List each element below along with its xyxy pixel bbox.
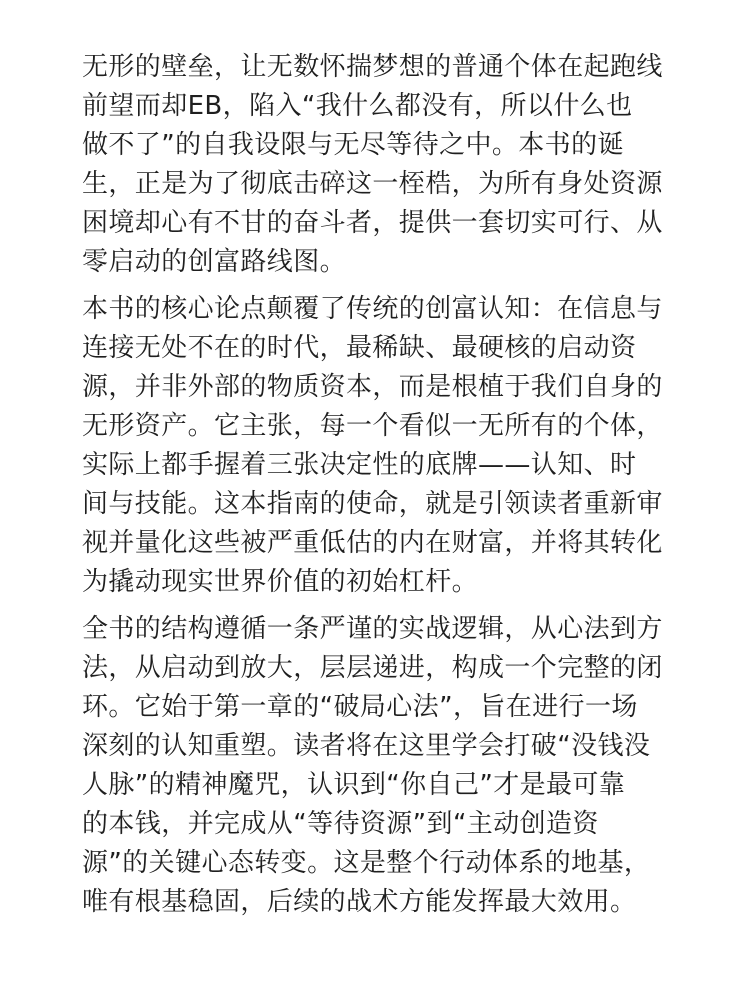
text-line: 源”的关键心态转变。这是整个行动体系的地基， — [82, 848, 651, 878]
text-line: 全书的结构遵循一条严谨的实战逻辑，从心法到方 — [82, 614, 663, 644]
text-line: 本书的核心论点颠覆了传统的创富认知：在信息与 — [82, 294, 663, 324]
text-line: 无形资产。它主张，每一个看似一无所有的个体， — [82, 411, 663, 441]
text-line: 零启动的创富路线图。 — [82, 247, 347, 277]
text-line: 法，从启动到放大，层层递进，构成一个完整的闭 — [82, 653, 663, 683]
paragraph-1 — [82, 48, 720, 282]
text-line: 连接无处不在的时代，最稀缺、最硬核的启动资 — [82, 333, 637, 363]
text-line: 无形的壁垒，让无数怀揣梦想的普通个体在起跑线 — [82, 52, 663, 82]
text-line: 实际上都手握着三张决定性的底牌——认知、时 — [82, 450, 637, 480]
text-line: 前望而却EB，陷入“我什么都没有，所以什么也 — [82, 91, 633, 121]
text-line: 源，并非外部的物质资本，而是根植于我们自身的 — [82, 372, 663, 402]
text-line: 的本钱，并完成从“等待资源”到“主动创造资 — [82, 809, 599, 839]
text-line: 唯有根基稳固，后续的战术方能发挥最大效用。 — [82, 887, 637, 917]
text-line: 为撬动现实世界价值的初始杠杆。 — [82, 567, 479, 597]
text-line: 视并量化这些被严重低估的内在财富，并将其转化 — [82, 528, 663, 558]
text-line: 间与技能。这本指南的使命，就是引领读者重新审 — [82, 489, 663, 519]
text-line: 困境却心有不甘的奋斗者，提供一套切实可行、从 — [82, 208, 663, 238]
text-line: 深刻的认知重塑。读者将在这里学会打破“没钱没 — [82, 731, 651, 761]
paragraph-3 — [82, 610, 720, 922]
text-line: 做不了”的自我设限与无尽等待之中。本书的诞 — [82, 130, 624, 160]
text-line: 环。它始于第一章的“破局心法”，旨在进行一场 — [82, 692, 638, 722]
text-line: 生，正是为了彻底击碎这一桎梏，为所有身处资源 — [82, 169, 663, 199]
text-line: 人脉”的精神魔咒，认识到“你自己”才是最可靠 — [82, 770, 626, 800]
paragraph-2 — [82, 290, 720, 602]
